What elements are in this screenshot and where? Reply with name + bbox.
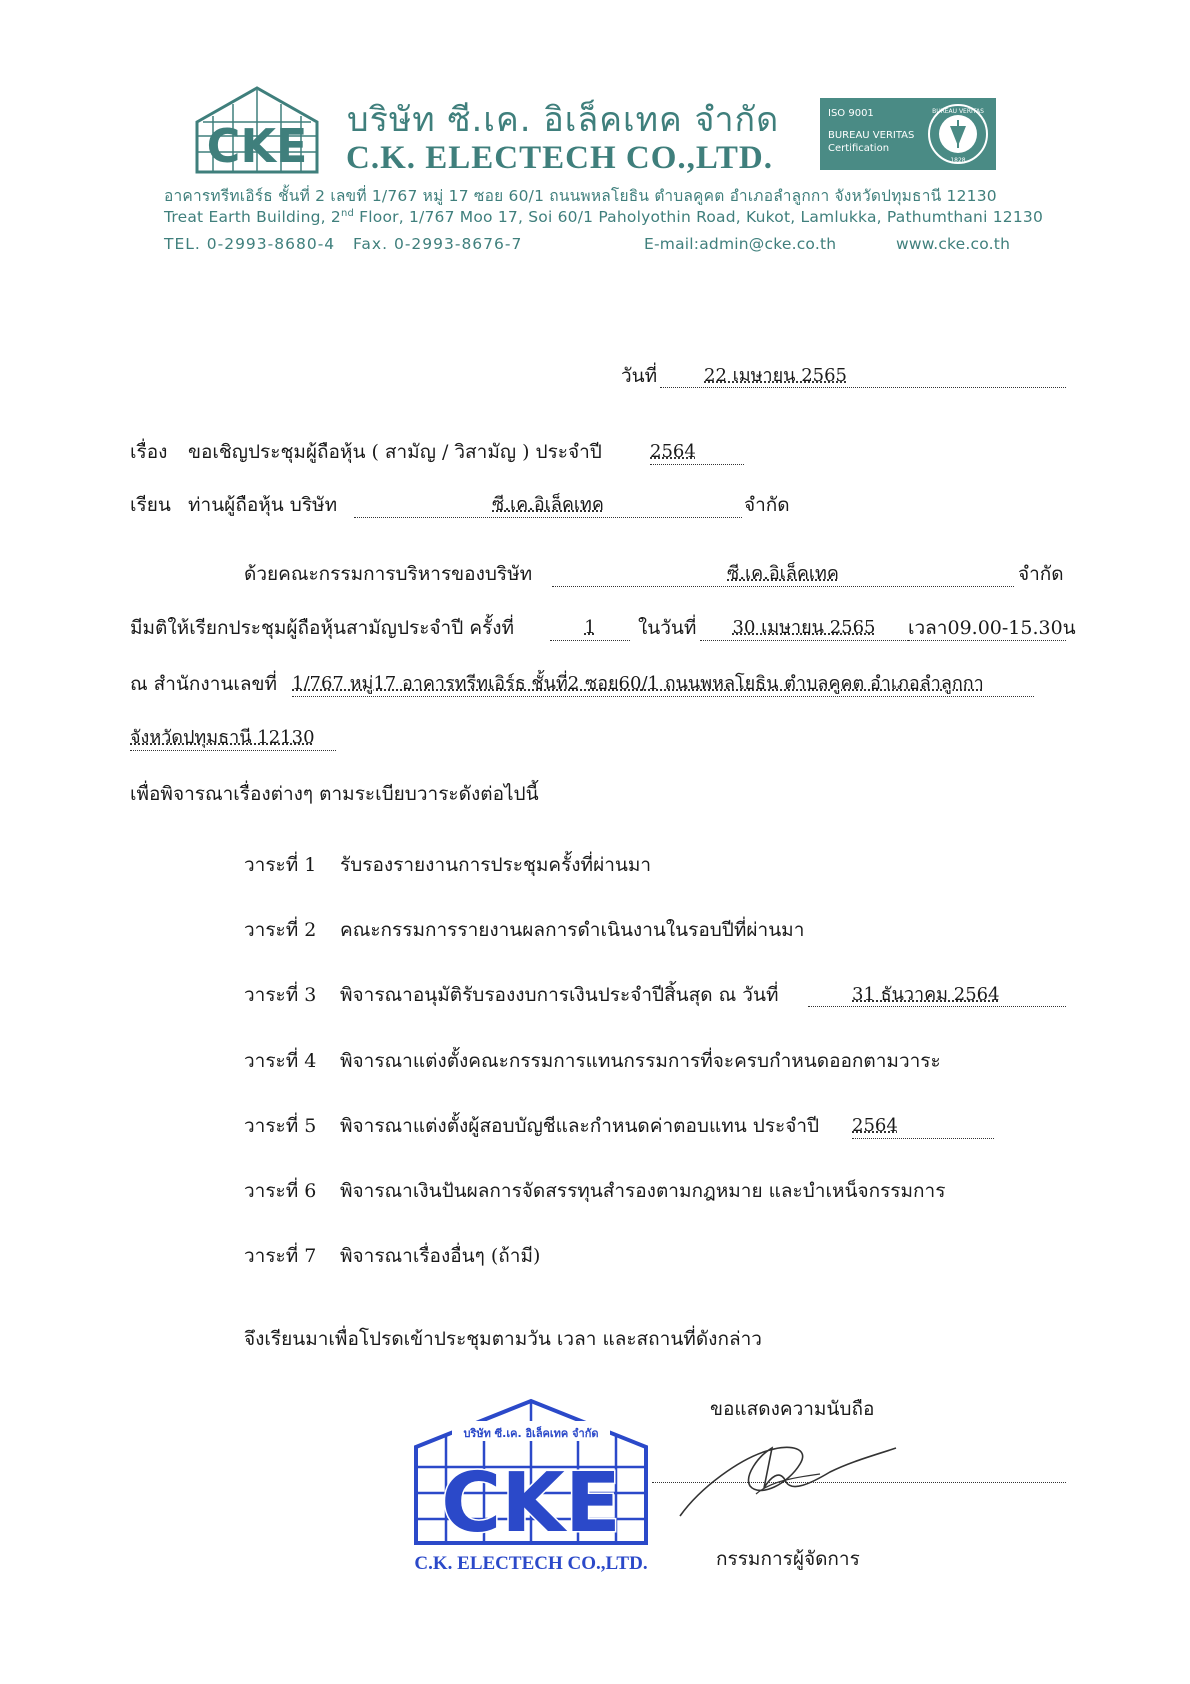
- agenda-3-text: พิจารณาอนุมัติรับรองงบการเงินประจำปีสิ้นสุด ณ วันที่: [340, 984, 779, 1006]
- agenda-5-fill: 2564: [852, 1114, 994, 1139]
- agenda-7-label: วาระที่ 7: [244, 1245, 317, 1267]
- email: E-mail:admin@cke.co.th: [644, 235, 837, 253]
- agenda-3-label: วาระที่ 3: [244, 984, 317, 1006]
- paragraph-1-company: ซี.เค.อิเล็คเทค: [552, 562, 1014, 587]
- svg-text:บริษัท ซี.เค. อิเล็คเทค จำกัด: บริษัท ซี.เค. อิเล็คเทค จำกัด: [463, 1427, 599, 1440]
- paragraph-3-text: ณ สำนักงานเลขที่: [130, 673, 278, 695]
- tel-line: [164, 235, 522, 253]
- telephone: TEL. 0-2993-8680-4: [164, 235, 336, 253]
- agenda-7-text: พิจารณาเรื่องอื่นๆ (ถ้ามี): [340, 1245, 541, 1267]
- agenda-6-label: วาระที่ 6: [244, 1180, 317, 1202]
- agenda-1-text: รับรองรายงานการประชุมครั้งที่ผ่านมา: [340, 854, 652, 876]
- agenda-3-fill: 31 ธันวาคม 2564: [808, 983, 1066, 1007]
- svg-text:CKE: CKE: [206, 119, 308, 173]
- to-text: ท่านผู้ถือหุ้น บริษัท: [188, 494, 338, 516]
- agenda-intro: เพื่อพิจารณาเรื่องต่างๆ ตามระเบียบวาระดังต่อไปนี้: [130, 783, 539, 805]
- company-name-thai: บริษัท ซี.เค. อิเล็คเทค จำกัด: [347, 100, 780, 140]
- signer-title: กรรมการผู้จัดการ: [716, 1548, 860, 1570]
- agenda-4-text: พิจารณาแต่งตั้งคณะกรรมการแทนกรรมการที่จะครบกำหนดออกตามวาระ: [340, 1050, 941, 1072]
- svg-text:BUREAU VERITAS: BUREAU VERITAS: [932, 108, 984, 115]
- agenda-5-text: พิจารณาแต่งตั้งผู้สอบบัญชีและกำหนดค่าตอบแทน ประจำปี: [340, 1115, 820, 1137]
- regards: ขอแสดงความนับถือ: [710, 1398, 875, 1420]
- svg-text:1828: 1828: [950, 157, 966, 164]
- agenda-2-text: คณะกรรมการรายงานผลการดำเนินงานในรอบปีที่ผ่านมา: [340, 919, 805, 941]
- meeting-date: 30 เมษายน 2565: [700, 616, 908, 641]
- company-name-english: C.K. ELECTECH CO.,LTD.: [346, 140, 773, 176]
- svg-text:C.K. ELECTECH CO.,LTD.: C.K. ELECTECH CO.,LTD.: [414, 1553, 648, 1573]
- meeting-place: 1/767 หมู่17 อาคารทรีทเอิร์ธ ชั้นที่2 ซอย60/1 ถนนพหลโยธิน ตำบลคูคต อำเภอลำลูกกา: [292, 672, 1034, 697]
- iso-line-2: BUREAU VERITAS: [828, 130, 915, 141]
- subject-year: 2564: [650, 440, 744, 465]
- date-value: 22 เมษายน 2565: [660, 364, 1066, 388]
- svg-text:CKE: CKE: [441, 1456, 621, 1551]
- address-english: Treat Earth Building, 2nd Floor, 1/767 Moo 17, Soi 60/1 Paholyothin Road, Kukot, Lamlukka, Pathumthani 12130: [164, 208, 1044, 227]
- address-thai: อาคารทรีทเอิร์ธ ชั้นที่ 2 เลขที่ 1/767 หมู่ 17 ซอย 60/1 ถนนพหลโยธิน ตำบลคูคต อำเภอลำลูกกา จังหวัดปทุมธานี 12130: [164, 187, 997, 205]
- company-stamp: [408, 1395, 654, 1573]
- agenda-2-label: วาระที่ 2: [244, 919, 317, 941]
- meeting-place-province: จังหวัดปทุมธานี 12130: [130, 726, 336, 751]
- subject-label: เรื่อง: [130, 441, 168, 463]
- to-label: เรียน: [130, 494, 171, 516]
- date-label: วันที่: [621, 365, 658, 387]
- subject-text: ขอเชิญประชุมผู้ถือหุ้น ( สามัญ / วิสามัญ ) ประจำปี: [188, 441, 602, 463]
- agenda-5-label: วาระที่ 5: [244, 1115, 317, 1137]
- website: www.cke.co.th: [896, 235, 1011, 253]
- to-suffix: จำกัด: [744, 494, 790, 516]
- signature-line: [652, 1482, 1066, 1483]
- paragraph-2-mid: ในวันที่: [638, 617, 697, 639]
- paragraph-2-text: มีมติให้เรียกประชุมผู้ถือหุ้นสามัญประจำปี ครั้งที่: [130, 617, 515, 639]
- iso-certification-badge: [820, 98, 996, 170]
- agenda-6-text: พิจารณาเงินปันผลการจัดสรรทุนสำรองตามกฎหมาย และบำเหน็จกรรมการ: [340, 1180, 946, 1202]
- paragraph-1-suffix: จำกัด: [1018, 563, 1064, 585]
- iso-line-1: ISO 9001: [828, 108, 874, 119]
- bureau-veritas-seal-icon: [926, 102, 990, 166]
- company-logo: [193, 86, 321, 174]
- meeting-number: 1: [550, 616, 630, 641]
- manager-signature: [660, 1428, 900, 1528]
- agenda-4-label: วาระที่ 4: [244, 1050, 317, 1072]
- meeting-time: เวลา09.00-15.30น: [908, 617, 1076, 639]
- closing-text: จึงเรียนมาเพื่อโปรดเข้าประชุมตามวัน เวลา และสถานที่ดังกล่าว: [244, 1328, 762, 1350]
- paragraph-1-text: ด้วยคณะกรรมการบริหารของบริษัท: [244, 563, 533, 585]
- agenda-1-label: วาระที่ 1: [244, 854, 317, 876]
- fax: Fax. 0-2993-8676-7: [352, 235, 523, 253]
- to-company: ซี.เค.อิเล็คเทค: [354, 493, 742, 518]
- iso-line-3: Certification: [828, 143, 890, 154]
